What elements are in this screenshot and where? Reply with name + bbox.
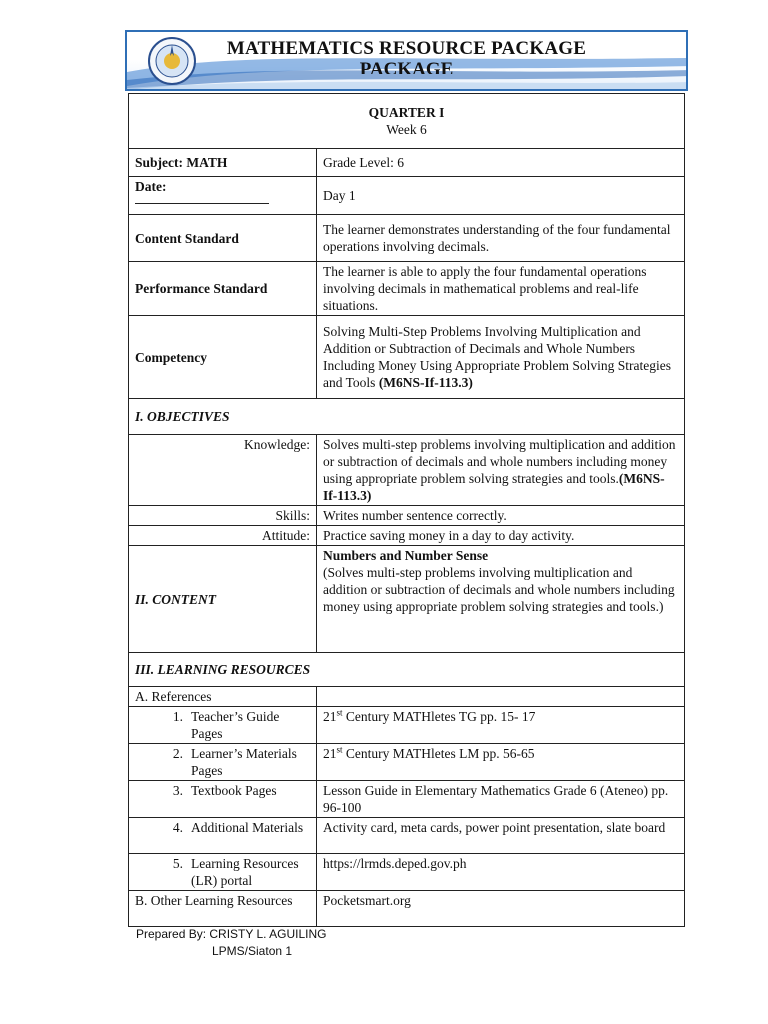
competency-row [129,316,685,399]
prepared-by: Prepared By: CRISTY L. AGUILING [136,927,327,941]
other-resources-value: Pocketsmart.org [317,891,685,927]
references-row [129,687,685,707]
resource-label: 4. Additional Materials [129,818,317,854]
subject-label: Subject: MATH [129,149,317,177]
resource-row [129,854,685,891]
content-row [129,546,685,653]
resource-row [129,744,685,781]
references-value [317,687,685,707]
school-name: LPMS/Siaton 1 [212,944,293,958]
knowledge-cell [317,435,685,506]
attitude-text: Practice saving money in a day to day activity. [317,526,685,546]
quarter-row [129,94,685,149]
date-label: Date: [135,179,167,194]
page-header [125,30,688,91]
lrmds-portal-link[interactable]: https://lrmds.deped.gov.ph [323,856,467,871]
knowledge-text: Solves multi-step problems involving multiplication and addition or subtraction of decimals and whole numbers including money using appropriate problem solving strategies and tools. [323,437,676,486]
knowledge-code: (M6NS-If-113.3) [323,471,665,503]
resource-row [129,781,685,818]
resource-value[interactable] [317,854,685,891]
header-title-overflow: PACKAGE [359,62,454,74]
day-label: Day 1 [317,177,685,215]
competency-text: Solving Multi-Step Problems Involving Multiplication and Addition or Subtraction of Decimals and Whole Numbers Including Money Using Appropriate Problem Solving Strategies and Tools [323,324,671,390]
quarter-title: QUARTER I [368,105,445,120]
attitude-label: Attitude: [129,526,317,546]
performance-standard-text: The learner is able to apply the four fundamental operations involving decimals in mathematical problems and real-life situations. [317,262,685,316]
subject-row [129,149,685,177]
attitude-row [129,526,685,546]
resource-row [129,707,685,744]
skills-text: Writes number sentence correctly. [317,506,685,526]
resource-label: 2. Learner’s Materials Pages [129,744,317,781]
content-cell [317,546,685,653]
content-standard-label: Content Standard [129,215,317,262]
resource-value: Activity card, meta cards, power point presentation, slate board [317,818,685,854]
performance-standard-label: Performance Standard [129,262,317,316]
knowledge-row [129,435,685,506]
skills-label: Skills: [129,506,317,526]
competency-code: (M6NS-If-113.3) [378,375,473,390]
date-cell [129,177,317,215]
resource-row [129,818,685,854]
content-standard-row [129,215,685,262]
date-row [129,177,685,215]
performance-standard-row [129,262,685,316]
objectives-heading-row [129,399,685,435]
content-title: Numbers and Number Sense [323,548,489,563]
content-heading: II. CONTENT [129,546,317,653]
objectives-heading: I. OBJECTIVES [129,399,685,435]
references-label: A. References [129,687,317,707]
resource-label: 5. Learning Resources (LR) portal [129,854,317,891]
resources-heading: III. LEARNING RESOURCES [129,653,685,687]
footer [136,926,327,960]
resource-value: Lesson Guide in Elementary Mathematics Grade 6 (Ateneo) pp. 96-100 [317,781,685,818]
header-title: MATHEMATICS RESOURCE PACKAGE [226,38,587,59]
other-resources-label: B. Other Learning Resources [129,891,317,927]
skills-row [129,506,685,526]
resource-label: 1. Teacher’s Guide Pages [129,707,317,744]
date-blank-line [135,195,269,204]
competency-label: Competency [129,316,317,399]
resource-label: 3. Textbook Pages [129,781,317,818]
resources-heading-row [129,653,685,687]
resource-value: 21st Century MATHletes TG pp. 15- 17 [317,707,685,744]
knowledge-label: Knowledge: [129,435,317,506]
content-text: (Solves multi-step problems involving multiplication and addition or subtraction of decimals and whole numbers including money using appropriate problem solving strategies and tools.) [323,565,675,614]
lesson-plan-table [128,93,685,927]
week-label: Week 6 [386,122,427,137]
grade-level: Grade Level: 6 [317,149,685,177]
content-standard-text: The learner demonstrates understanding of the four fundamental operations involving decimals. [317,215,685,262]
other-resources-row [129,891,685,927]
competency-cell [317,316,685,399]
resource-value: 21st Century MATHletes LM pp. 56-65 [317,744,685,781]
